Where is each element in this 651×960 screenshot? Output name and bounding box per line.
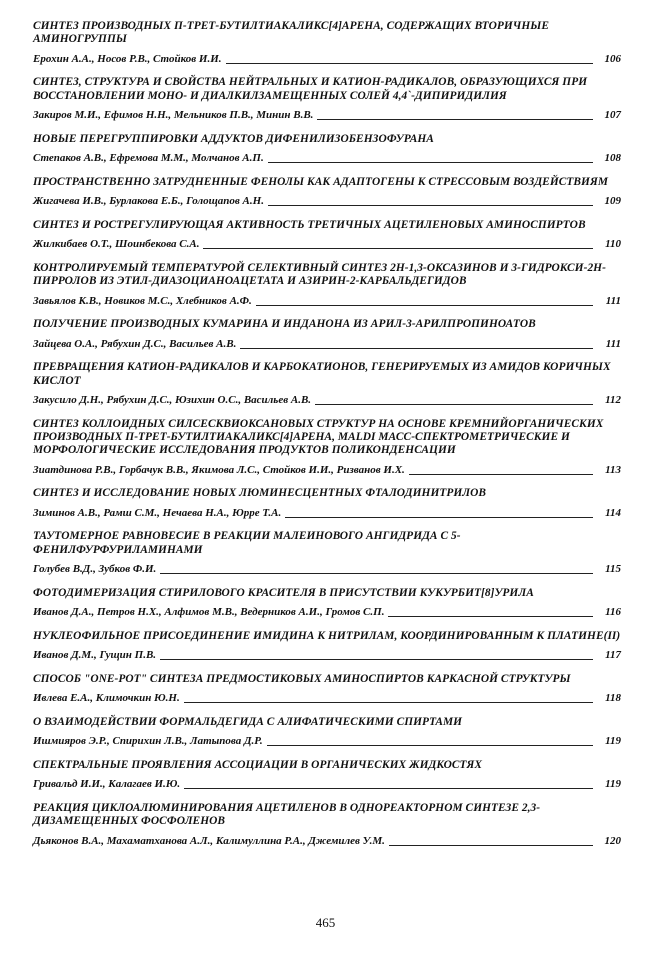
- entry-authors: Иванов Д.А., Петров Н.Х., Алфимов М.В., Ведерников А.И., Громов С.П.: [33, 606, 385, 619]
- entry-authors: Ерохин А.А., Носов Р.В., Стойков И.И.: [33, 52, 222, 65]
- leader-line: [388, 615, 593, 617]
- entry-page: 119: [605, 778, 621, 791]
- entry-title: ПРЕВРАЩЕНИЯ КАТИОН-РАДИКАЛОВ И КАРБОКАТИОНОВ, ГЕНЕРИРУЕМЫХ ИЗ АМИДОВ КОРИЧНЫХ КИСЛОТ: [33, 361, 611, 387]
- leader-line: [160, 658, 593, 660]
- entry-authors: Голубев В.Д., Зубков Ф.И.: [33, 563, 157, 576]
- entry-title: СИНТЕЗ И ИССЛЕДОВАНИЕ НОВЫХ ЛЮМИНЕСЦЕНТНЫХ ФТАЛОДИНИТРИЛОВ: [33, 487, 487, 500]
- entry-byline: [33, 109, 621, 122]
- entry-authors: Завьялов К.В., Новиков М.С., Хлебников А.Ф.: [33, 294, 252, 307]
- entry-title: ПРОСТРАНСТВЕННО ЗАТРУДНЕННЫЕ ФЕНОЛЫ КАК АДАПТОГЕНЫ К СТРЕССОВЫМ ВОЗДЕЙСТВИЯМ: [33, 175, 609, 188]
- entry-byline: [33, 778, 621, 791]
- toc-entry: [33, 20, 621, 66]
- entry-title: КОНТРОЛИРУЕМЫЙ ТЕМПЕРАТУРОЙ СЕЛЕКТИВНЫЙ СИНТЕЗ 2Н-1,3-ОКСАЗИНОВ И 3-ГИДРОКСИ-2Н-ПИРРОЛОВ ИЗ ЭТИЛ-ДИАЗОЦИАНОАЦЕТАТА И АЗИРИН-2-КАРБАЛЬДЕГИДОВ: [33, 261, 606, 288]
- entry-page: 113: [605, 463, 621, 476]
- entry-title: О ВЗАИМОДЕЙСТВИИ ФОРМАЛЬДЕГИДА С АЛИФАТИЧЕСКИМИ СПИРТАМИ: [33, 715, 463, 728]
- leader-line: [317, 118, 593, 120]
- entry-page: 112: [605, 394, 621, 407]
- toc-entry: [33, 418, 621, 477]
- entry-byline: [33, 338, 621, 351]
- toc-entry: [33, 587, 621, 619]
- entry-byline: [33, 238, 621, 251]
- entry-authors: Закиров М.И., Ефимов Н.Н., Мельников П.В., Минин В.В.: [33, 109, 314, 122]
- leader-line: [267, 744, 593, 746]
- toc-entry: [33, 630, 621, 662]
- leader-line: [285, 516, 593, 518]
- entry-byline: [33, 649, 621, 662]
- toc-entry: [33, 716, 621, 748]
- entry-title: СПОСОБ "ONE-POT" СИНТЕЗА ПРЕДМОСТИКОВЫХ АМИНОСПИРТОВ КАРКАСНОЙ СТРУКТУРЫ: [33, 672, 571, 685]
- entry-title: ТАУТОМЕРНОЕ РАВНОВЕСИЕ В РЕАКЦИИ МАЛЕИНОВОГО АНГИДРИДА С 5-ФЕНИЛФУРФУРИЛАМИНАМИ: [33, 530, 461, 556]
- toc-entry: [33, 76, 621, 122]
- entry-page: 119: [605, 735, 621, 748]
- entry-title: СПЕКТРАЛЬНЫЕ ПРОЯВЛЕНИЯ АССОЦИАЦИИ В ОРГАНИЧЕСКИХ ЖИДКОСТЯХ: [33, 758, 483, 771]
- toc-entry: [33, 219, 621, 251]
- entry-byline: [33, 606, 621, 619]
- entry-title: НУКЛЕОФИЛЬНОЕ ПРИСОЕДИНЕНИЕ ИМИДИНА К НИТРИЛАМ, КООРДИНИРОВАННЫМ К ПЛАТИНЕ(II): [33, 629, 621, 642]
- entry-title: РЕАКЦИЯ ЦИКЛОАЛЮМИНИРОВАНИЯ АЦЕТИЛЕНОВ В ОДНОРЕАКТОРНОМ СИНТЕЗЕ 2,3-ДИЗАМЕЩЕННЫХ ФОСФОЛЕНОВ: [33, 801, 541, 828]
- toc-entry: [33, 487, 621, 519]
- entry-byline: [33, 735, 621, 748]
- entry-page: 120: [604, 834, 621, 847]
- toc-entry: [33, 802, 621, 848]
- entry-title: СИНТЕЗ, СТРУКТУРА И СВОЙСТВА НЕЙТРАЛЬНЫХ И КАТИОН-РАДИКАЛОВ, ОБРАЗУЮЩИХСЯ ПРИ ВОССТАНОВЛЕНИИ МОНО- И ДИАЛКИЛЗАМЕЩЕННЫХ СОЛЕЙ 4,4`-ДИПИРИДИЛИЯ: [33, 76, 588, 102]
- leader-line: [226, 62, 593, 64]
- entry-byline: [33, 152, 621, 165]
- toc-entry: [33, 133, 621, 165]
- entry-page: 115: [605, 563, 621, 576]
- entry-byline: [33, 394, 621, 407]
- entry-title: НОВЫЕ ПЕРЕГРУППИРОВКИ АДДУКТОВ ДИФЕНИЛИЗОБЕНЗОФУРАНА: [33, 132, 434, 145]
- toc-entry: [33, 673, 621, 705]
- leader-line: [203, 247, 593, 249]
- toc-entry: [33, 530, 621, 576]
- entry-page: 111: [605, 294, 621, 307]
- entry-title: СИНТЕЗ ПРОИЗВОДНЫХ П-ТРЕТ-БУТИЛТИАКАЛИКС[4]АРЕНА, СОДЕРЖАЩИХ ВТОРИЧНЫЕ АМИНОГРУППЫ: [33, 20, 550, 46]
- leader-line: [184, 701, 593, 703]
- page-number: 465: [315, 915, 336, 930]
- entry-page: 118: [605, 692, 621, 705]
- leader-line: [268, 161, 593, 163]
- leader-line: [184, 787, 593, 789]
- entry-authors: Степаков А.В., Ефремова М.М., Молчанов А.П.: [33, 152, 264, 165]
- entry-page: 110: [605, 238, 621, 251]
- entry-authors: Зайцева О.А., Рябухин Д.С., Васильев А.В.: [33, 337, 237, 350]
- entry-byline: [33, 835, 621, 848]
- entry-page: 116: [605, 606, 621, 619]
- toc-entry: [33, 262, 621, 308]
- entry-authors: Гривальд И.И., Калагаев И.Ю.: [33, 778, 181, 791]
- entry-page: 106: [604, 52, 621, 65]
- leader-line: [256, 304, 593, 306]
- entry-page: 108: [604, 152, 621, 165]
- leader-line: [160, 572, 593, 574]
- entry-authors: Закусило Д.Н., Рябухин Д.С., Юзихин О.С., Васильев А.В.: [33, 394, 312, 407]
- entry-authors: Жилкибаев О.Т., Шоинбекова С.А.: [33, 238, 200, 251]
- entry-title: СИНТЕЗ И РОСТРЕГУЛИРУЮЩАЯ АКТИВНОСТЬ ТРЕТИЧНЫХ АЦЕТИЛЕНОВЫХ АМИНОСПИРТОВ: [33, 218, 586, 231]
- entry-title: ФОТОДИМЕРИЗАЦИЯ СТИРИЛОВОГО КРАСИТЕЛЯ В ПРИСУТСТВИИ КУКУРБИТ[8]УРИЛА: [33, 586, 534, 599]
- entry-byline: [33, 563, 621, 576]
- table-of-contents: [33, 20, 621, 858]
- leader-line: [268, 204, 593, 206]
- toc-entry: [33, 318, 621, 350]
- entry-authors: Зиатдинова Р.В., Горбачук В.В., Якимова Л.С., Стойков И.И., Ризванов И.Х.: [33, 463, 405, 476]
- leader-line: [409, 473, 593, 475]
- entry-byline: [33, 53, 621, 66]
- entry-page: 111: [605, 337, 621, 350]
- toc-entry: [33, 176, 621, 208]
- entry-authors: Жигачева И.В., Бурлакова Е.Б., Голощапов А.Н.: [33, 195, 264, 208]
- entry-page: 107: [604, 109, 621, 122]
- entry-byline: [33, 692, 621, 705]
- entry-title: СИНТЕЗ КОЛЛОИДНЫХ СИЛСЕСКВИОКСАНОВЫХ СТРУКТУР НА ОСНОВЕ КРЕМНИЙОРГАНИЧЕСКИХ ПРОИЗВОДНЫХ П-ТРЕТ-БУТИЛТИАКАЛИКС[4]АРЕНА, MALDI МАСС-СПЕКТРОМЕТРИЧЕСКИЕ И МОРФОЛОГИЧЕСКИЕ ИССЛЕДОВАНИЯ ПРОДУКТОВ ПОЛИКОНДЕНСАЦИИ: [33, 417, 604, 457]
- leader-line: [240, 347, 593, 349]
- entry-page: 117: [605, 649, 621, 662]
- leader-line: [315, 403, 593, 405]
- entry-byline: [33, 195, 621, 208]
- entry-authors: Иванов Д.М., Гущин П.В.: [33, 649, 157, 662]
- entry-title: ПОЛУЧЕНИЕ ПРОИЗВОДНЫХ КУМАРИНА И ИНДАНОНА ИЗ АРИЛ-3-АРИЛПРОПИНОАТОВ: [33, 318, 536, 331]
- toc-entry: [33, 361, 621, 407]
- entry-page: 114: [605, 506, 621, 519]
- entry-authors: Ишмияров Э.Р., Спирихин Л.В., Латыпова Д.Р.: [33, 735, 263, 748]
- leader-line: [389, 844, 593, 846]
- entry-authors: Ивлева Е.А., Климочкин Ю.Н.: [33, 692, 180, 705]
- entry-byline: [33, 507, 621, 520]
- entry-authors: Зиминов А.В., Рамш С.М., Нечаева Н.А., Юрре Т.А.: [33, 506, 282, 519]
- entry-authors: Дьяконов В.А., Махаматханова А.Л., Калимуллина Р.А., Джемилев У.М.: [33, 834, 385, 847]
- entry-byline: [33, 295, 621, 308]
- entry-byline: [33, 464, 621, 477]
- toc-entry: [33, 759, 621, 791]
- entry-page: 109: [604, 195, 621, 208]
